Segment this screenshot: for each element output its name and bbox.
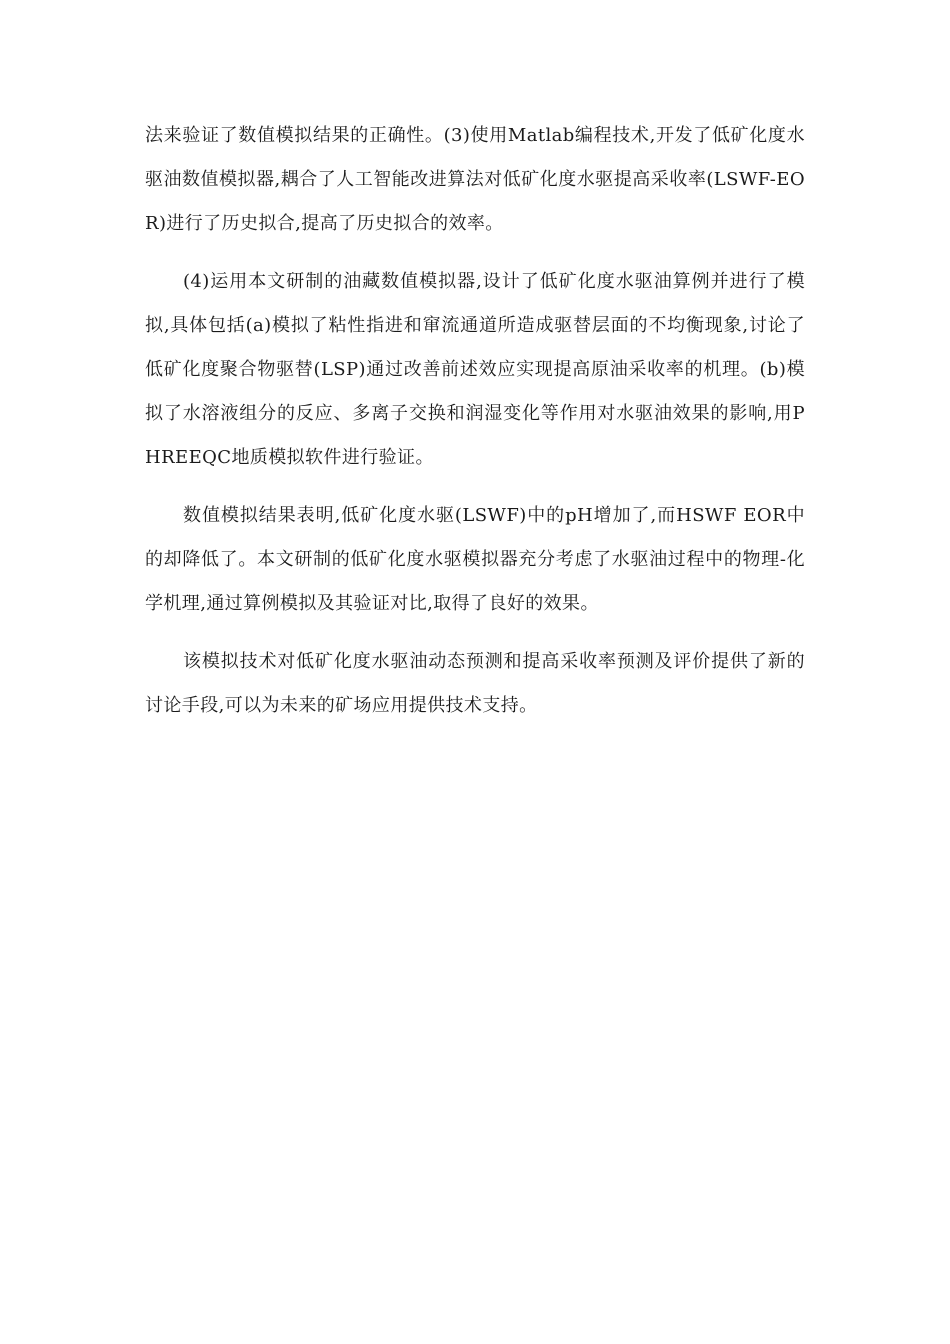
paragraph-results: 数值模拟结果表明,低矿化度水驱(LSWF)中的pH增加了,而HSWF EOR中的却降低了。本文研制的低矿化度水驱模拟器充分考虑了水驱油过程中的物理-化学机理,通过算例模拟及其验证对比,取得了良好的效果。: [145, 505, 805, 614]
paragraph-continuation: 法来验证了数值模拟结果的正确性。(3)使用Matlab编程技术,开发了低矿化度水驱油数值模拟器,耦合了人工智能改进算法对低矿化度水驱提高采收率(LSWF-EOR)进行了历史拟合,提高了历史拟合的效率。: [145, 125, 805, 234]
document-body: [145, 114, 805, 742]
paragraph-simulator-cases: (4)运用本文研制的油藏数值模拟器,设计了低矿化度水驱油算例并进行了模拟,具体包括(a)模拟了粘性指进和窜流通道所造成驱替层面的不均衡现象,讨论了低矿化度聚合物驱替(LSP)通过改善前述效应实现提高原油采收率的机理。(b)模拟了水溶液组分的反应、多离子交换和润湿变化等作用对水驱油效果的影响,用PHREEQC地质模拟软件进行验证。: [145, 271, 805, 468]
paragraph-conclusion: 该模拟技术对低矿化度水驱油动态预测和提高采收率预测及评价提供了新的讨论手段,可以为未来的矿场应用提供技术支持。: [145, 651, 805, 716]
